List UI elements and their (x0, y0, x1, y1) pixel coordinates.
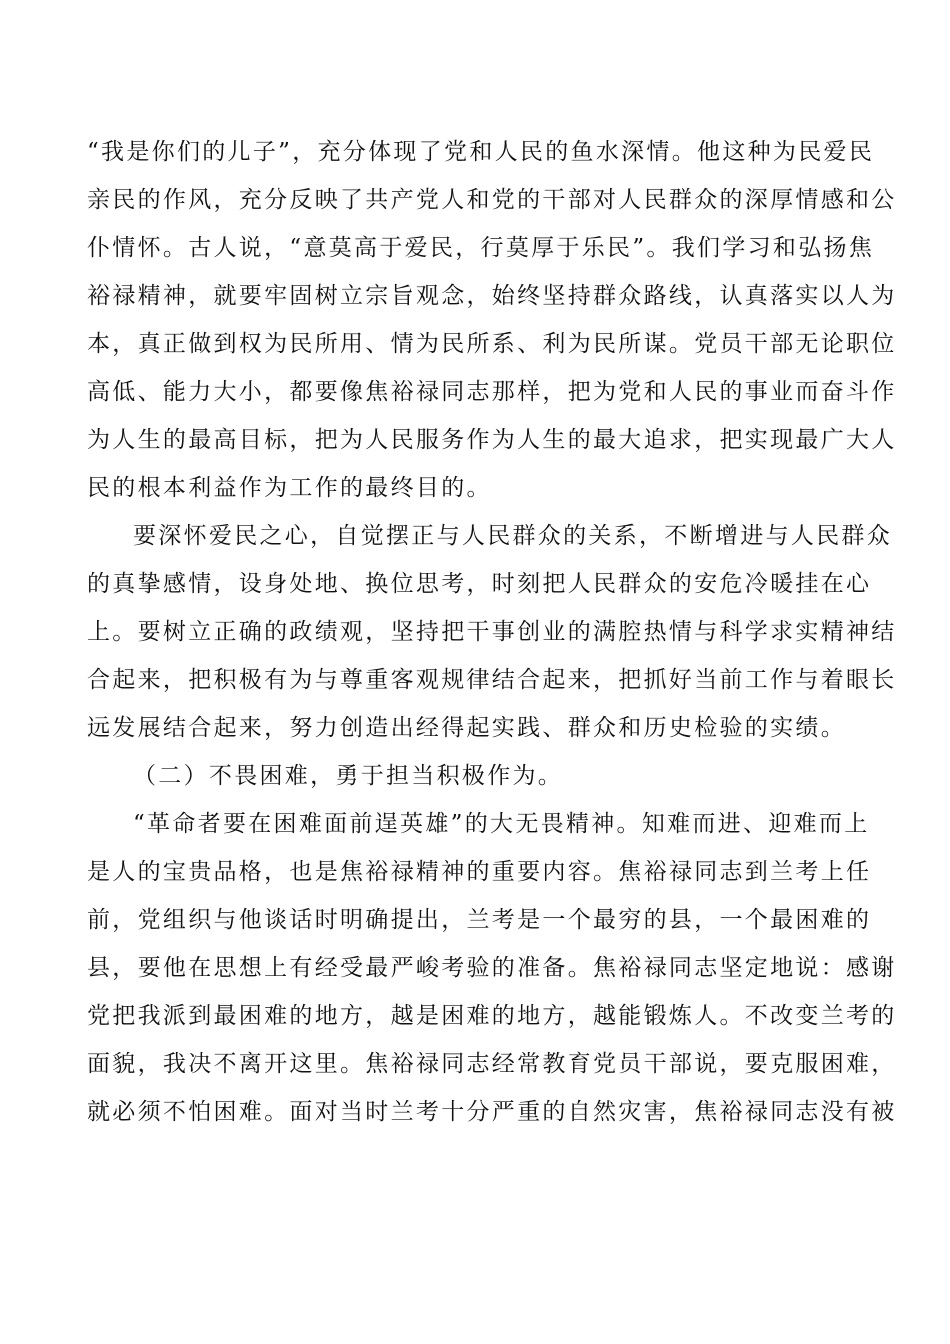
text-line: 为人生的最高目标，把为人民服务作为人生的最大追求，把实现最广大人 (87, 427, 897, 453)
text-line: “革命者要在困难面前逞英雄”的大无畏精神。知难而进、迎难而上 (133, 811, 870, 837)
text-line: 就必须不怕困难。面对当时兰考十分严重的自然灾害，焦裕禄同志没有被 (87, 1099, 897, 1125)
text-line: 民的根本利益作为工作的最终目的。 (87, 475, 492, 501)
section-heading: （二）不畏困难，勇于担当积极作为。 (133, 763, 564, 789)
text-line: 仆情怀。古人说，“意莫高于爱民，行莫厚于乐民”。我们学习和弘扬焦 (87, 235, 875, 261)
text-line: 合起来，把积极有为与尊重客观规律结合起来，把抓好当前工作与着眼长 (87, 667, 897, 693)
text-line: 面貌，我决不离开这里。焦裕禄同志经常教育党员干部说，要克服困难， (87, 1051, 897, 1077)
text-line: 远发展结合起来，努力创造出经得起实践、群众和历史检验的实绩。 (87, 715, 846, 741)
text-line: 前，党组织与他谈话时明确提出，兰考是一个最穷的县，一个最困难的 (87, 907, 872, 933)
text-line: 是人的宝贵品格，也是焦裕禄精神的重要内容。焦裕禄同志到兰考上任 (87, 859, 872, 885)
text-line: 本，真正做到权为民所用、情为民所系、利为民所谋。党员干部无论职位 (87, 331, 897, 357)
text-line: 高低、能力大小，都要像焦裕禄同志那样，把为党和人民的事业而奋斗作 (87, 379, 897, 405)
text-line: 党把我派到最困难的地方，越是困难的地方，越能锻炼人。不改变兰考的 (87, 1003, 897, 1029)
text-line: 裕禄精神，就要牢固树立宗旨观念，始终坚持群众路线，认真落实以人为 (87, 283, 897, 309)
text-line: 的真挚感情，设身处地、换位思考，时刻把人民群众的安危冷暖挂在心 (87, 571, 872, 597)
text-line: 上。要树立正确的政绩观，坚持把干事创业的满腔热情与科学求实精神结 (87, 619, 897, 645)
document-body (87, 128, 897, 1136)
text-line: 亲民的作风，充分反映了共产党人和党的干部对人民群众的深厚情感和公 (87, 187, 897, 213)
text-line: “我是你们的儿子”，充分体现了党和人民的鱼水深情。他这种为民爱民 (87, 139, 875, 165)
text-line: 要深怀爱民之心，自觉摆正与人民群众的关系，不断增进与人民群众 (133, 523, 892, 549)
text-line: 县，要他在思想上有经受最严峻考验的准备。焦裕禄同志坚定地说：感谢 (87, 955, 897, 981)
